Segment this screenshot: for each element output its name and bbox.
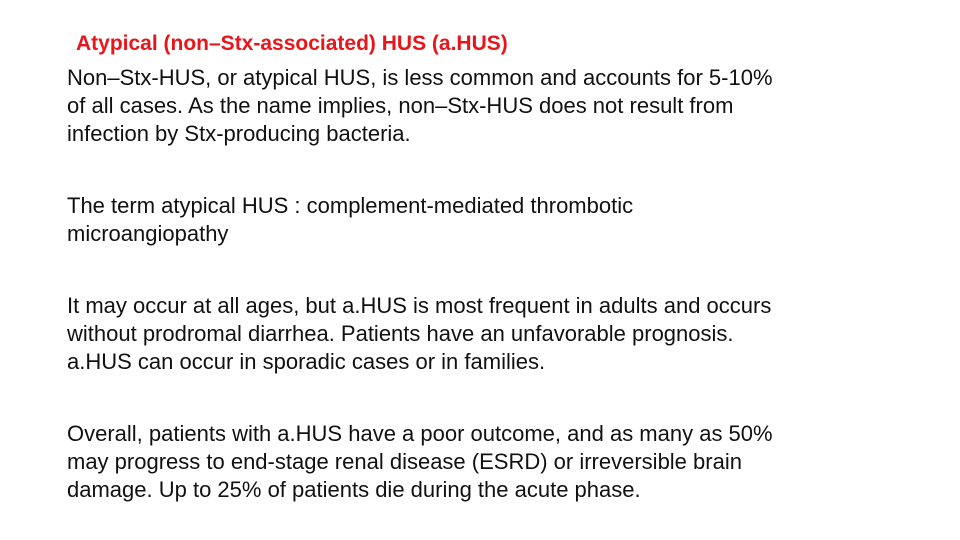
paragraph-outcome: Overall, patients with a.HUS have a poor outcome, and as many as 50% may progress to end-stage renal disease (ESRD) or irreversible brain damage. Up to 25% of patients die during the acute phase.: [67, 421, 773, 502]
paragraph-term: The term atypical HUS : complement-mediated thrombotic microangiopathy: [67, 193, 634, 246]
paragraph-occurrence: It may occur at all ages, but a.HUS is most frequent in adults and occurs without prodromal diarrhea. Patients have an unfavorable prognosis. a.HUS can occur in sporadic cases or in families.: [67, 293, 772, 374]
paragraph-definition: Non–Stx-HUS, or atypical HUS, is less common and accounts for 5-10% of all cases. As the name implies, non–Stx-HUS does not result from infection by Stx-producing bacteria.: [67, 65, 773, 146]
slide-title: Atypical (non–Stx-associated) HUS (a.HUS): [76, 32, 508, 55]
